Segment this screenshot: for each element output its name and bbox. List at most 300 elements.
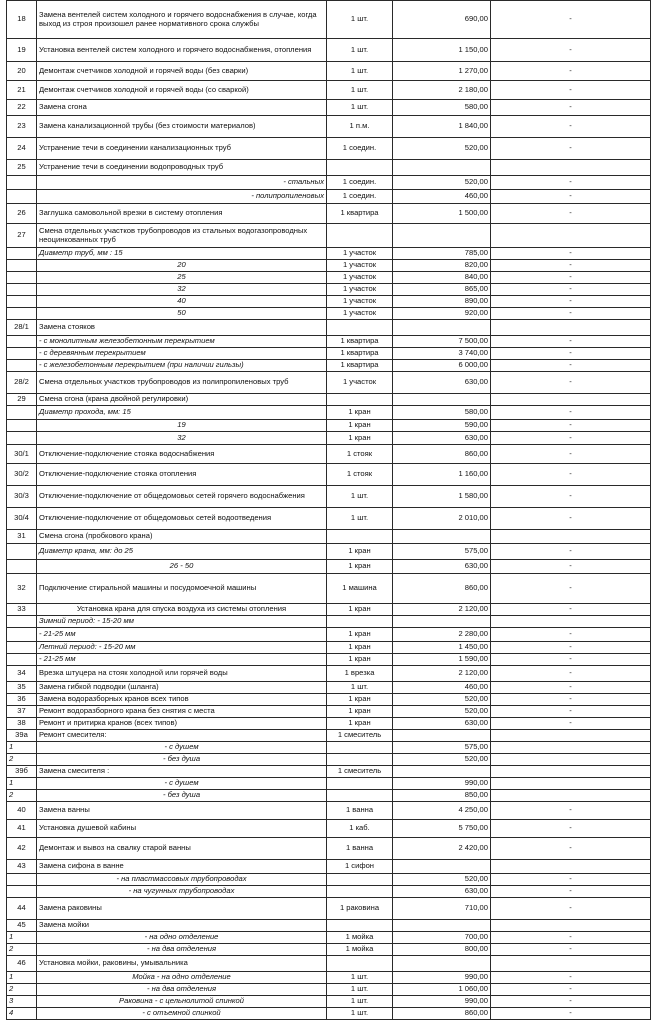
row-number: 2 xyxy=(7,944,37,956)
row-description: Устранение течи в соединении канализационных труб xyxy=(37,138,327,160)
row-number: 25 xyxy=(7,160,37,176)
row-description: Смена отдельных участков трубопроводов из стальных водогазопроводных неоцинкованных труб xyxy=(37,224,327,248)
table-row xyxy=(7,190,651,204)
table-row xyxy=(7,766,651,778)
row-description: Замена мойки xyxy=(37,920,327,932)
row-unit: 1 кран xyxy=(327,420,393,432)
row-price: 580,00 xyxy=(393,406,491,420)
row-unit: 1 шт. xyxy=(327,984,393,996)
row-description: - с деревянным перекрытием xyxy=(37,348,327,360)
table-row xyxy=(7,944,651,956)
row-extra: - xyxy=(491,486,651,508)
row-price: 990,00 xyxy=(393,972,491,984)
row-extra: - xyxy=(491,706,651,718)
row-description: Отключение-подключение от общедомовых сетей горячего водоснабжения xyxy=(37,486,327,508)
row-number: 29 xyxy=(7,394,37,406)
row-price: 865,00 xyxy=(393,284,491,296)
row-description: - стальных xyxy=(37,176,327,190)
row-description: Диаметр труб, мм : 15 xyxy=(37,248,327,260)
row-number: 22 xyxy=(7,100,37,116)
row-description: 32 xyxy=(37,284,327,296)
row-description: - без душа xyxy=(37,754,327,766)
row-unit: 1 кран xyxy=(327,432,393,445)
row-extra xyxy=(491,616,651,628)
table-row xyxy=(7,308,651,320)
price-table xyxy=(6,0,651,1020)
row-description: Зимний период: - 15-20 мм xyxy=(37,616,327,628)
row-unit xyxy=(327,616,393,628)
row-price: 1 590,00 xyxy=(393,654,491,666)
table-row xyxy=(7,204,651,224)
row-description: Подключение стиральной машины и посудомоечной машины xyxy=(37,574,327,604)
row-description: Ремонт смесителя: xyxy=(37,730,327,742)
table-row xyxy=(7,432,651,445)
row-number: 4 xyxy=(7,1008,37,1020)
row-price: 520,00 xyxy=(393,874,491,886)
table-row xyxy=(7,754,651,766)
row-price: 800,00 xyxy=(393,944,491,956)
row-extra: - xyxy=(491,574,651,604)
row-extra xyxy=(491,766,651,778)
row-unit: 1 мойка xyxy=(327,932,393,944)
table-row xyxy=(7,248,651,260)
row-unit xyxy=(327,920,393,932)
row-price: 1 160,00 xyxy=(393,464,491,486)
row-description: - с душем xyxy=(37,742,327,754)
table-row xyxy=(7,616,651,628)
row-number: 27 xyxy=(7,224,37,248)
table-row xyxy=(7,742,651,754)
row-unit: 1 ванна xyxy=(327,838,393,860)
row-number: 26 xyxy=(7,204,37,224)
row-number: 30/1 xyxy=(7,445,37,464)
row-description: Диаметр прохода, мм: 15 xyxy=(37,406,327,420)
row-extra xyxy=(491,790,651,802)
row-price: 520,00 xyxy=(393,694,491,706)
row-extra: - xyxy=(491,372,651,394)
row-price: 2 420,00 xyxy=(393,838,491,860)
table-row xyxy=(7,886,651,898)
row-extra: - xyxy=(491,886,651,898)
row-description: 26 - 50 xyxy=(37,560,327,574)
table-row xyxy=(7,706,651,718)
row-unit: 1 участок xyxy=(327,284,393,296)
table-row xyxy=(7,972,651,984)
row-number xyxy=(7,886,37,898)
row-number: 2 xyxy=(7,754,37,766)
row-price xyxy=(393,860,491,874)
row-unit xyxy=(327,224,393,248)
row-number: 45 xyxy=(7,920,37,932)
table-row xyxy=(7,778,651,790)
row-price xyxy=(393,730,491,742)
table-row xyxy=(7,100,651,116)
row-price: 1 580,00 xyxy=(393,486,491,508)
row-description: 32 xyxy=(37,432,327,445)
row-price: 520,00 xyxy=(393,706,491,718)
price-table-body xyxy=(7,1,651,1020)
row-unit: 1 шт. xyxy=(327,972,393,984)
row-description: - на два отделения xyxy=(37,944,327,956)
row-description: - с железобетонным перекрытием (при наличии гильзы) xyxy=(37,360,327,372)
row-description: Ремонт водоразборного крана без снятия с места xyxy=(37,706,327,718)
row-description: 25 xyxy=(37,272,327,284)
row-description: Замена смесителя : xyxy=(37,766,327,778)
table-row xyxy=(7,802,651,820)
row-price: 630,00 xyxy=(393,372,491,394)
row-number xyxy=(7,336,37,348)
row-unit: 1 кран xyxy=(327,694,393,706)
row-price: 1 500,00 xyxy=(393,204,491,224)
row-unit: 1 участок xyxy=(327,260,393,272)
table-row xyxy=(7,654,651,666)
row-description: Отключение-подключение от общедомовых сетей водоотведения xyxy=(37,508,327,530)
row-number xyxy=(7,348,37,360)
row-price xyxy=(393,224,491,248)
row-price: 920,00 xyxy=(393,308,491,320)
row-price: 1 060,00 xyxy=(393,984,491,996)
row-price xyxy=(393,394,491,406)
row-extra xyxy=(491,742,651,754)
row-description: Установка душевой кабины xyxy=(37,820,327,838)
row-price: 3 740,00 xyxy=(393,348,491,360)
row-price: 520,00 xyxy=(393,176,491,190)
row-description: - на два отделения xyxy=(37,984,327,996)
row-description: - 21-25 мм xyxy=(37,628,327,642)
row-description: - 21-25 мм xyxy=(37,654,327,666)
row-description: Замена водоразборных кранов всех типов xyxy=(37,694,327,706)
row-extra: - xyxy=(491,694,651,706)
row-description: - без душа xyxy=(37,790,327,802)
row-number xyxy=(7,190,37,204)
row-number xyxy=(7,616,37,628)
row-price: 7 500,00 xyxy=(393,336,491,348)
row-price: 5 750,00 xyxy=(393,820,491,838)
table-row xyxy=(7,160,651,176)
row-extra: - xyxy=(491,820,651,838)
row-description: - на чугунных трубопроводах xyxy=(37,886,327,898)
row-unit: 1 шт. xyxy=(327,486,393,508)
row-extra: - xyxy=(491,718,651,730)
row-number: 42 xyxy=(7,838,37,860)
row-unit xyxy=(327,742,393,754)
row-number: 30/3 xyxy=(7,486,37,508)
row-price: 2 120,00 xyxy=(393,604,491,616)
row-unit xyxy=(327,754,393,766)
row-price: 630,00 xyxy=(393,886,491,898)
row-extra: - xyxy=(491,666,651,682)
row-unit: 1 кран xyxy=(327,604,393,616)
row-unit: 1 раковина xyxy=(327,898,393,920)
row-price: 580,00 xyxy=(393,100,491,116)
table-row xyxy=(7,348,651,360)
row-price xyxy=(393,616,491,628)
table-row xyxy=(7,508,651,530)
row-unit: 1 участок xyxy=(327,272,393,284)
row-number: 18 xyxy=(7,1,37,39)
row-number xyxy=(7,248,37,260)
row-extra: - xyxy=(491,308,651,320)
table-row xyxy=(7,860,651,874)
table-row xyxy=(7,81,651,100)
row-extra xyxy=(491,224,651,248)
table-row xyxy=(7,628,651,642)
row-unit: 1 квартира xyxy=(327,360,393,372)
row-number: 30/2 xyxy=(7,464,37,486)
row-number xyxy=(7,272,37,284)
row-number: 1 xyxy=(7,742,37,754)
row-price: 690,00 xyxy=(393,1,491,39)
row-price: 520,00 xyxy=(393,138,491,160)
row-description: Установка вентелей систем холодного и горячего водоснабжения, отопления xyxy=(37,39,327,62)
row-number xyxy=(7,308,37,320)
table-row xyxy=(7,666,651,682)
row-unit xyxy=(327,320,393,336)
row-price: 2 010,00 xyxy=(393,508,491,530)
row-unit: 1 шт. xyxy=(327,81,393,100)
row-description: - на одно отделение xyxy=(37,932,327,944)
row-price: 575,00 xyxy=(393,742,491,754)
row-price xyxy=(393,766,491,778)
row-price: 1 450,00 xyxy=(393,642,491,654)
price-list-document xyxy=(6,0,651,1020)
row-price: 860,00 xyxy=(393,445,491,464)
row-extra: - xyxy=(491,190,651,204)
row-extra: - xyxy=(491,39,651,62)
row-extra: - xyxy=(491,406,651,420)
row-unit: 1 квартира xyxy=(327,348,393,360)
row-price: 990,00 xyxy=(393,778,491,790)
row-extra: - xyxy=(491,874,651,886)
row-description: Замена ванны xyxy=(37,802,327,820)
row-extra: - xyxy=(491,984,651,996)
row-description: Установка мойки, раковины, умывальника xyxy=(37,956,327,972)
row-unit: 1 кран xyxy=(327,706,393,718)
row-price xyxy=(393,320,491,336)
row-price: 840,00 xyxy=(393,272,491,284)
row-unit: 1 шт. xyxy=(327,100,393,116)
row-price: 630,00 xyxy=(393,432,491,445)
row-number: 23 xyxy=(7,116,37,138)
table-row xyxy=(7,296,651,308)
row-price: 890,00 xyxy=(393,296,491,308)
row-price: 710,00 xyxy=(393,898,491,920)
row-price xyxy=(393,956,491,972)
row-number xyxy=(7,406,37,420)
table-row xyxy=(7,820,651,838)
row-description: Смена сгона (крана двойной регулировки) xyxy=(37,394,327,406)
row-extra: - xyxy=(491,996,651,1008)
table-row xyxy=(7,486,651,508)
row-unit: 1 шт. xyxy=(327,682,393,694)
row-unit: 1 квартира xyxy=(327,204,393,224)
row-extra xyxy=(491,778,651,790)
row-number: 30/4 xyxy=(7,508,37,530)
row-description: Замена сгона xyxy=(37,100,327,116)
row-extra: - xyxy=(491,445,651,464)
row-unit: 1 ванна xyxy=(327,802,393,820)
row-price: 1 840,00 xyxy=(393,116,491,138)
row-extra: - xyxy=(491,972,651,984)
row-description: Замена раковины xyxy=(37,898,327,920)
table-row xyxy=(7,336,651,348)
row-number: 46 xyxy=(7,956,37,972)
row-extra: - xyxy=(491,642,651,654)
row-extra: - xyxy=(491,348,651,360)
row-unit xyxy=(327,956,393,972)
row-unit: 1 кран xyxy=(327,560,393,574)
row-number: 36 xyxy=(7,694,37,706)
row-description: Устранение течи в соединении водопроводных труб xyxy=(37,160,327,176)
row-description: Демонтаж счетчиков холодной и горячей воды (без сварки) xyxy=(37,62,327,81)
row-number: 24 xyxy=(7,138,37,160)
row-price: 2 280,00 xyxy=(393,628,491,642)
row-price: 460,00 xyxy=(393,682,491,694)
row-unit: 1 кран xyxy=(327,642,393,654)
table-row xyxy=(7,694,651,706)
row-extra: - xyxy=(491,682,651,694)
table-row xyxy=(7,932,651,944)
row-price: 850,00 xyxy=(393,790,491,802)
row-price: 630,00 xyxy=(393,718,491,730)
row-unit: 1 участок xyxy=(327,372,393,394)
row-unit: 1 мойка xyxy=(327,944,393,956)
row-price: 785,00 xyxy=(393,248,491,260)
row-unit: 1 шт. xyxy=(327,62,393,81)
table-row xyxy=(7,642,651,654)
row-number: 41 xyxy=(7,820,37,838)
row-description: 19 xyxy=(37,420,327,432)
row-description: - с душем xyxy=(37,778,327,790)
row-price: 820,00 xyxy=(393,260,491,272)
row-extra: - xyxy=(491,81,651,100)
row-number xyxy=(7,296,37,308)
row-number: 31 xyxy=(7,530,37,544)
row-unit: 1 кран xyxy=(327,544,393,560)
row-description: Установка крана для спуска воздуха из системы отопления xyxy=(37,604,327,616)
row-unit: 1 шт. xyxy=(327,1,393,39)
table-row xyxy=(7,360,651,372)
table-row xyxy=(7,898,651,920)
row-description: 50 xyxy=(37,308,327,320)
row-number: 20 xyxy=(7,62,37,81)
table-row xyxy=(7,272,651,284)
row-unit: 1 машина xyxy=(327,574,393,604)
row-price: 520,00 xyxy=(393,754,491,766)
row-price: 1 150,00 xyxy=(393,39,491,62)
row-description: - на пластмассовых трубопроводах xyxy=(37,874,327,886)
table-row xyxy=(7,1,651,39)
row-number xyxy=(7,544,37,560)
row-extra: - xyxy=(491,508,651,530)
row-unit: 1 смеситель xyxy=(327,730,393,742)
table-row xyxy=(7,604,651,616)
row-extra xyxy=(491,530,651,544)
table-row xyxy=(7,544,651,560)
row-unit xyxy=(327,394,393,406)
row-extra xyxy=(491,160,651,176)
row-number: 40 xyxy=(7,802,37,820)
table-row xyxy=(7,984,651,996)
row-unit: 1 кран xyxy=(327,406,393,420)
row-number: 39а xyxy=(7,730,37,742)
row-description: Замена вентелей систем холодного и горячего водоснабжения в случае, когда выход из строя произошел ранее нормативного срока службы xyxy=(37,1,327,39)
row-extra: - xyxy=(491,272,651,284)
table-row xyxy=(7,956,651,972)
row-unit: 1 шт. xyxy=(327,508,393,530)
row-unit: 1 шт. xyxy=(327,1008,393,1020)
table-row xyxy=(7,574,651,604)
row-number: 21 xyxy=(7,81,37,100)
row-extra: - xyxy=(491,932,651,944)
row-description: Ремонт и притирка кранов (всех типов) xyxy=(37,718,327,730)
row-extra: - xyxy=(491,360,651,372)
row-number: 43 xyxy=(7,860,37,874)
row-extra xyxy=(491,956,651,972)
row-unit: 1 стояк xyxy=(327,445,393,464)
row-price: 700,00 xyxy=(393,932,491,944)
row-number xyxy=(7,560,37,574)
row-number xyxy=(7,628,37,642)
table-row xyxy=(7,730,651,742)
row-description: Смена сгона (пробкового крана) xyxy=(37,530,327,544)
row-extra: - xyxy=(491,802,651,820)
row-unit: 1 шт. xyxy=(327,996,393,1008)
row-number: 37 xyxy=(7,706,37,718)
row-number xyxy=(7,420,37,432)
table-row xyxy=(7,420,651,432)
row-unit: 1 участок xyxy=(327,296,393,308)
row-extra: - xyxy=(491,898,651,920)
table-row xyxy=(7,530,651,544)
row-extra xyxy=(491,860,651,874)
row-number xyxy=(7,874,37,886)
row-price xyxy=(393,920,491,932)
row-extra: - xyxy=(491,336,651,348)
row-description: Летний период: - 15-20 мм xyxy=(37,642,327,654)
row-price: 6 000,00 xyxy=(393,360,491,372)
table-row xyxy=(7,176,651,190)
row-number: 3 xyxy=(7,996,37,1008)
row-description: Раковина - с цельнолитой спинкой xyxy=(37,996,327,1008)
row-price: 590,00 xyxy=(393,420,491,432)
row-extra: - xyxy=(491,116,651,138)
row-extra: - xyxy=(491,560,651,574)
row-extra: - xyxy=(491,62,651,81)
row-number xyxy=(7,176,37,190)
table-row xyxy=(7,718,651,730)
row-extra: - xyxy=(491,248,651,260)
row-unit: 1 соедин. xyxy=(327,190,393,204)
row-number: 39б xyxy=(7,766,37,778)
row-description: - полипропиленовых xyxy=(37,190,327,204)
row-number: 35 xyxy=(7,682,37,694)
row-description: Замена сифона в ванне xyxy=(37,860,327,874)
row-description: Демонтаж счетчиков холодной и горячей воды (со сваркой) xyxy=(37,81,327,100)
table-row xyxy=(7,284,651,296)
row-extra xyxy=(491,730,651,742)
row-number: 1 xyxy=(7,932,37,944)
row-extra: - xyxy=(491,654,651,666)
row-description: - с монолитным железобетонным перекрытием xyxy=(37,336,327,348)
row-number xyxy=(7,432,37,445)
table-row xyxy=(7,39,651,62)
table-row xyxy=(7,138,651,160)
row-description: 40 xyxy=(37,296,327,308)
row-extra: - xyxy=(491,100,651,116)
row-description: Замена стояков xyxy=(37,320,327,336)
row-description: Заглушка самовольной врезки в систему отопления xyxy=(37,204,327,224)
